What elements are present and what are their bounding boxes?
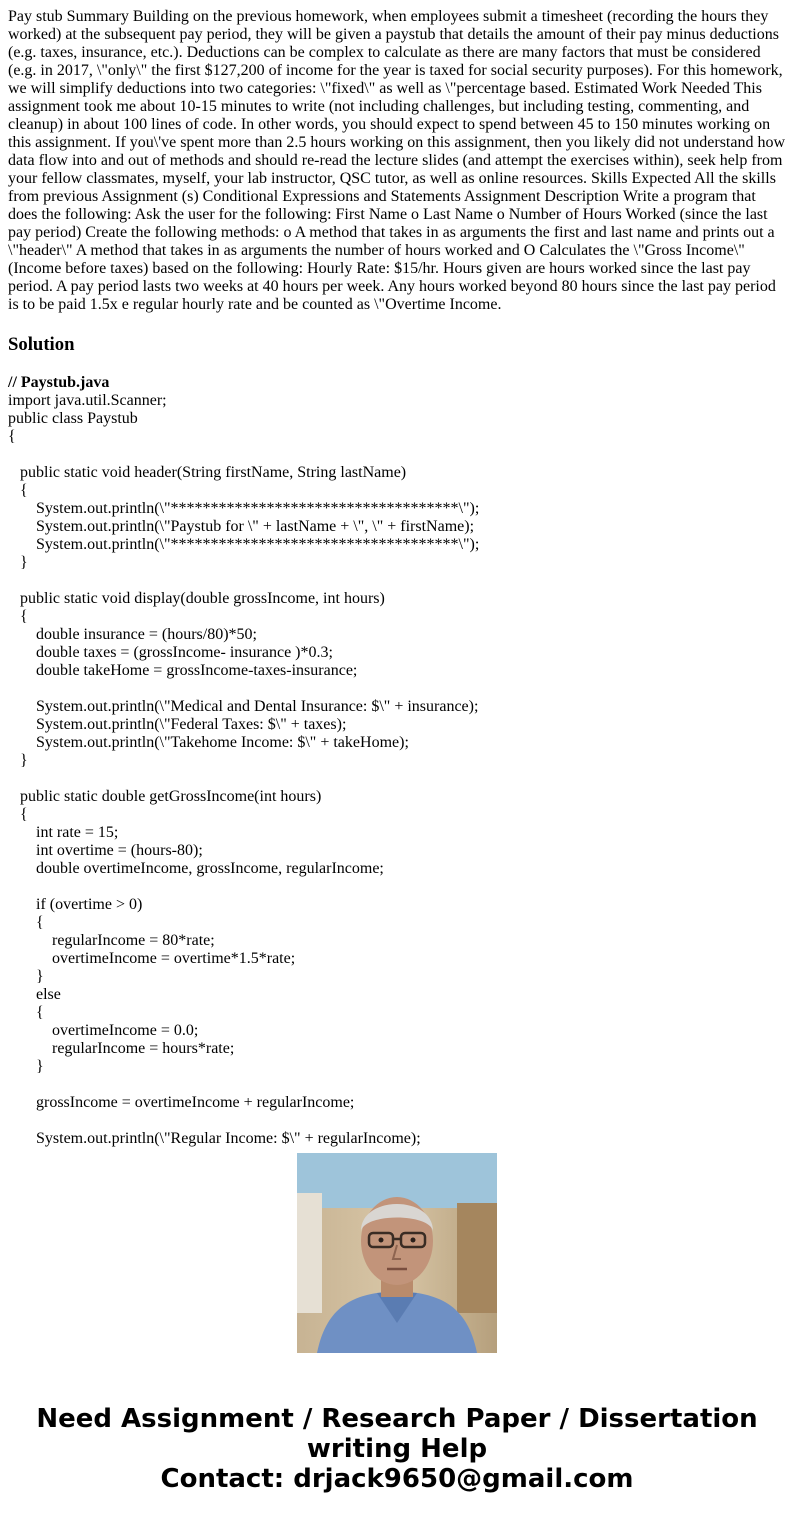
code-line: }: [8, 752, 28, 769]
code-line: int overtime = (hours-80);: [8, 842, 203, 859]
code-line: [8, 1112, 786, 1130]
code-line: }: [8, 968, 44, 985]
code-line: System.out.println(\"Federal Taxes: $\" + taxes);: [8, 716, 347, 733]
cta-line-2: writing Help: [306, 1434, 488, 1464]
code-line: {: [8, 608, 28, 625]
code-line: System.out.println(\"Regular Income: $\" + regularIncome);: [8, 1130, 421, 1147]
code-line: {: [8, 806, 28, 823]
code-line: int rate = 15;: [8, 824, 119, 841]
author-photo-icon: [297, 1153, 497, 1353]
code-line: overtimeIncome = 0.0;: [8, 1022, 199, 1039]
code-line: regularIncome = hours*rate;: [8, 1040, 235, 1057]
code-line: System.out.println(\"Paystub for \" + lastName + \", \" + firstName);: [8, 518, 475, 535]
code-line: double overtimeIncome, grossIncome, regularIncome;: [8, 860, 384, 877]
code-line: {: [8, 914, 44, 931]
document-content: [8, 8, 786, 1147]
code-line: public static void header(String firstName, String lastName): [8, 464, 407, 481]
code-line: [8, 878, 786, 896]
contact-banner: [0, 1404, 794, 1494]
code-line: }: [8, 1058, 44, 1075]
code-line: grossIncome = overtimeIncome + regularIncome;: [8, 1094, 355, 1111]
code-line: [8, 680, 786, 698]
code-line: }: [8, 554, 28, 571]
code-line: public class Paystub: [8, 410, 138, 427]
code-line: [8, 572, 786, 590]
code-line: else: [8, 986, 61, 1003]
code-line: if (overtime > 0): [8, 896, 143, 913]
code-line: regularIncome = 80*rate;: [8, 932, 215, 949]
code-line: [8, 770, 786, 788]
code-line: System.out.println(\"Medical and Dental Insurance: $\" + insurance);: [8, 698, 479, 715]
code-line: [8, 1076, 786, 1094]
code-line: System.out.println(\"Takehome Income: $\" + takeHome);: [8, 734, 409, 751]
code-file-title: // Paystub.java: [8, 374, 110, 391]
cta-line-3: Contact: drjack9650@gmail.com: [160, 1464, 634, 1494]
code-line: public static void display(double grossIncome, int hours): [8, 590, 385, 607]
code-lines: [8, 392, 786, 1148]
code-line: System.out.println(\"************************************\");: [8, 536, 480, 553]
code-line: [8, 446, 786, 464]
code-line: double insurance = (hours/80)*50;: [8, 626, 257, 643]
code-line: {: [8, 1004, 44, 1021]
code-line: double takeHome = grossIncome-taxes-insurance;: [8, 662, 358, 679]
code-line: {: [8, 482, 28, 499]
code-line: {: [8, 428, 16, 445]
author-avatar: [297, 1153, 497, 1353]
question-text: Pay stub Summary Building on the previous homework, when employees submit a timesheet (recording the hours they worked) at the subsequent pay period, they will be given a paystub that details the amount of their pay minus deductions (e.g. taxes, insurance, etc.). Deductions can be complex to calculate as there are many factors that must be considered (e.g. in 2017, \"only\" the first $127,200 of income for the year is taxed for social security purposes). For this homework, we will simplify deductions into two categories: \"fixed\" as well as \"percentage based. Estimated Work Needed This assignment took me about 10-15 minutes to write (not including challenges, but including testing, commenting, and cleanup) in about 100 lines of code. In other words, you should expect to spend between 45 to 150 minutes working on this assignment. If you\'ve spent more than 2.5 hours working on this assignment, then you likely did not understand how data flow into and out of methods and should re-read the lecture slides (and attempt the exercises within), seek help from your fellow classmates, myself, your lab instructor, QSC tutor, as well as online resources. Skills Expected All the skills from previous Assignment (s) Conditional Expressions and Statements Assignment Description Write a program that does the following: Ask the user for the following: First Name o Last Name o Number of Hours Worked (since the last pay period) Create the following methods: o A method that takes in as arguments the first and last name and prints out a \"header\" A method that takes in as arguments the number of hours worked and O Calculates the \"Gross Income\" (Income before taxes) based on the following: Hourly Rate: $15/hr. Hours given are hours worked since the last pay period. A pay period lasts two weeks at 40 hours per week. Any hours worked beyond 80 hours since the last pay period is to be paid 1.5x e regular hourly rate and be counted as \"Overtime Income.: [8, 8, 786, 313]
solution-code: [8, 374, 786, 1147]
code-line: overtimeIncome = overtime*1.5*rate;: [8, 950, 296, 967]
code-line: import java.util.Scanner;: [8, 392, 167, 409]
code-line: double taxes = (grossIncome- insurance )*0.3;: [8, 644, 333, 661]
code-line: System.out.println(\"************************************\");: [8, 500, 480, 517]
solution-heading: Solution: [8, 334, 75, 355]
cta-line-1: Need Assignment / Research Paper / Dissertation: [36, 1404, 758, 1434]
code-line: public static double getGrossIncome(int hours): [8, 788, 322, 805]
